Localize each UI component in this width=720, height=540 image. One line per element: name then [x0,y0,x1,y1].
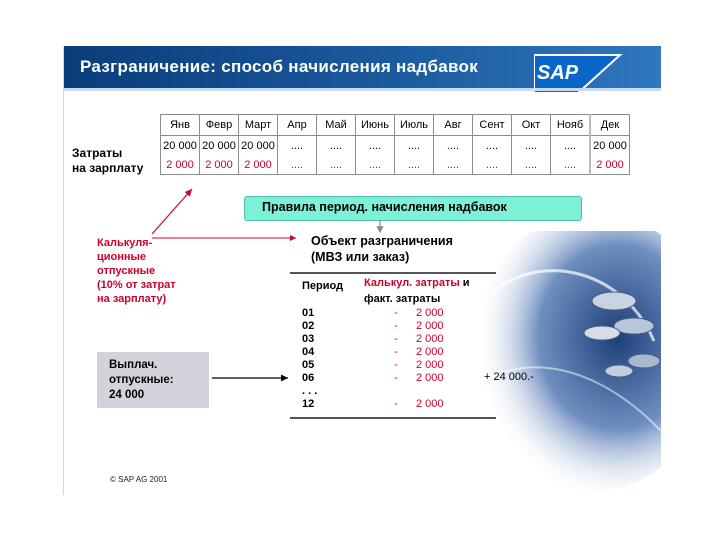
period-item: 04 [302,346,315,358]
amount-item: - 2 000 [394,307,444,319]
salary-cell: 20 000 [200,136,239,156]
month-cell: Февр [200,115,239,136]
accrual-cell: 2 000 [590,155,630,175]
amount-item: - 2 000 [394,372,444,384]
salary-cell: 20 000 [239,136,278,156]
slide [63,46,661,495]
period-item: 06 [302,372,315,384]
calc-label-line: отпускные [97,265,156,277]
accrual-cell: .... [395,155,434,175]
copyright-text: © SAP AG 2001 [110,475,168,484]
arrow-calc-to-table [152,189,192,234]
salary-cell: .... [512,136,551,156]
salary-cell: .... [395,136,434,156]
accrual-cell: 2 000 [200,155,239,175]
salary-cell: 20 000 [161,136,200,156]
salary-label-line: на зарплату [72,161,144,175]
slide-title: Разграничение: способ начисления надбавок [80,57,479,76]
month-cell: Апр [278,115,317,136]
calc-costs-text: Калькул. затраты [364,277,460,289]
salary-label-line: Затраты [72,146,123,160]
sap-logo-text: SAP [537,62,579,84]
month-cell: Нояб [551,115,591,136]
accrual-cell: .... [434,155,473,175]
period-item: . . . [302,385,318,397]
month-cell: Авг [434,115,473,136]
actual-costs-text: факт. затраты [364,293,441,305]
object-title-line: Объект разграничения [311,234,453,248]
salary-cell: .... [356,136,395,156]
month-cell: Март [239,115,278,136]
salary-cell: .... [473,136,512,156]
period-item: 05 [302,359,315,371]
and-text: и [459,277,470,289]
salary-cell: .... [551,136,591,156]
total-amount: + 24 000.- [484,371,534,383]
calc-label-line: на зарплату) [97,293,167,305]
amount-item: - 2 000 [394,333,444,345]
accrual-cell: .... [551,155,591,175]
amount-item: - 2 000 [394,398,444,410]
paid-label-line: Выплач. [109,359,158,371]
period-item: 01 [302,307,315,319]
salary-cell: .... [278,136,317,156]
object-title-line: (МВЗ или заказ) [311,250,410,264]
period-item: 03 [302,333,315,345]
accrual-cell: .... [473,155,512,175]
month-cell: Май [317,115,356,136]
amount-item: - 2 000 [394,320,444,332]
amount-item: - 2 000 [394,359,444,371]
month-cell: Июнь [356,115,395,136]
accrual-cell: .... [278,155,317,175]
calc-label-line: (10% от затрат [97,279,176,291]
month-cell: Янв [161,115,200,136]
paid-label-line: 24 000 [109,389,145,401]
accrual-cell: 2 000 [161,155,200,175]
period-column-header: Период [302,280,344,292]
rule-banner-text: Правила период. начисления надбавок [262,200,507,214]
period-item: 12 [302,398,315,410]
calc-label-line: Калькуля- [97,237,153,249]
accrual-cell: .... [512,155,551,175]
accrual-cell: .... [356,155,395,175]
arrows-overlay [64,46,661,495]
accrual-cell: 2 000 [239,155,278,175]
month-cell: Сент [473,115,512,136]
period-item: 02 [302,320,315,332]
amount-item: - 2 000 [394,346,444,358]
salary-cell: .... [434,136,473,156]
paid-label-line: отпускные: [109,374,174,386]
month-cell: Окт [512,115,551,136]
calc-label-line: ционные [97,251,147,263]
salary-cell: .... [317,136,356,156]
accrual-cell: .... [317,155,356,175]
month-cell: Июль [395,115,434,136]
month-cell: Дек [590,115,630,136]
salary-cell: 20 000 [590,136,630,156]
